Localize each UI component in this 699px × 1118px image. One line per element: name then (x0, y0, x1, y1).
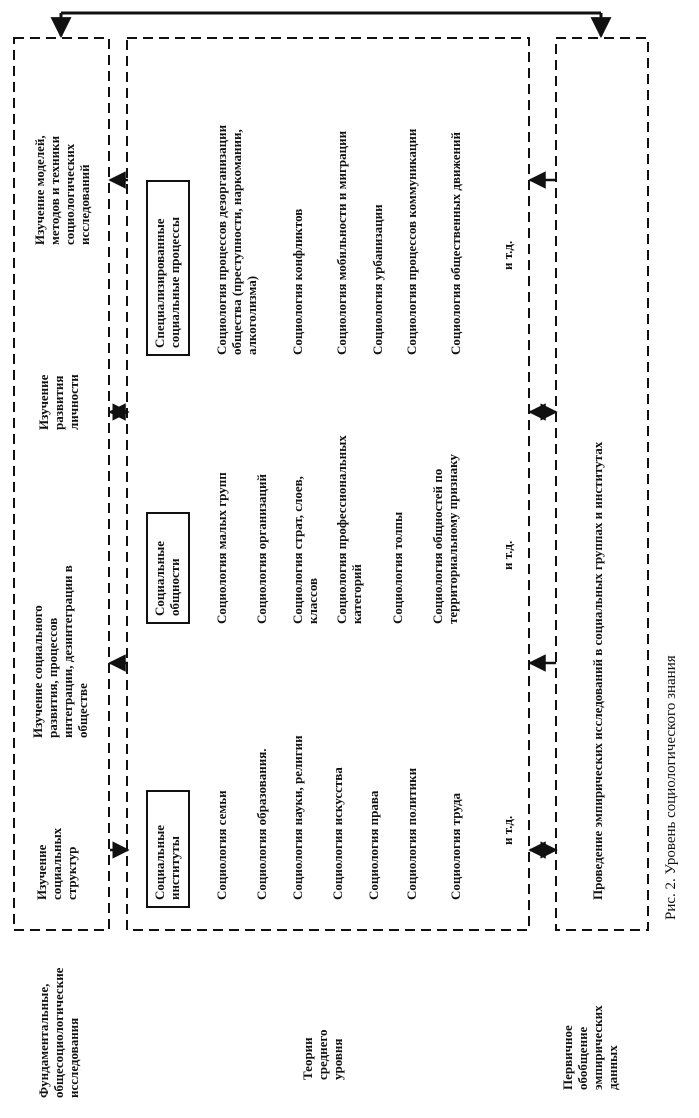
institute-item: Социология искусства (330, 767, 345, 900)
fundamental-item-methods: Изучение моделей, методов и техники социологических исследований (32, 135, 92, 245)
fundamental-item-personality: Изучение развития личности (36, 374, 81, 430)
process-item: Социология общественных движений (448, 132, 463, 355)
process-item: Социология процессов дезорганизации общества (преступности, наркомании, алкоголизма) (214, 124, 259, 355)
community-item: Социология толпы (390, 511, 405, 624)
community-item: Социология страт, слоев, классов (290, 476, 320, 624)
fundamental-item-development: Изучение социального развития, процессов интеграции, дезинтеграции в обществе (30, 565, 90, 738)
process-item: Социология процессов коммуникации (404, 128, 419, 355)
column-header-processes: Специализированные социальные процессы (152, 216, 182, 348)
primary-text: Проведение эмпирических исследований в социальных группах и институтах (590, 441, 605, 900)
figure-title (664, 655, 679, 920)
institute-item: Социология труда (448, 792, 463, 900)
community-item: Социология общностей по территориальному признаку (430, 454, 460, 624)
institute-item: Социология семьи (214, 790, 229, 900)
institute-item: Социология права (366, 790, 381, 900)
column-header-institutes: Социальные институты (152, 824, 182, 900)
row-label-fundamental: Фундаментальные, общесоциологические исследования (36, 967, 81, 1098)
community-item: Социология малых групп (214, 472, 229, 624)
process-item: Социология урбанизации (370, 204, 385, 355)
community-item: Социология организаций (254, 474, 269, 624)
row-label-middle: Теории среднего уровня (300, 1029, 345, 1080)
top-double-arrow (61, 13, 601, 36)
arrows-middle-primary (530, 180, 556, 850)
row-label-primary: Первичное обобщение эмпирических данных (560, 1005, 620, 1090)
process-item: Социология конфликтов (290, 208, 305, 355)
arrows-fundamental-middle (110, 180, 128, 850)
institute-item: Социология науки, религии (290, 735, 305, 900)
institute-item: Социология политики (404, 767, 419, 900)
community-item: Социология профессиональных категорий (334, 435, 364, 624)
column-header-communities: Социальные общности (152, 540, 182, 616)
fundamental-item-structures: Изучение социальных структур (34, 827, 79, 900)
institute-item: Социология образования. (254, 748, 269, 900)
process-etc: и т.д. (500, 240, 515, 270)
institute-etc: и т.д. (500, 815, 515, 845)
process-item: Социология мобильности и миграции (334, 130, 349, 355)
community-etc: и т.д. (500, 540, 515, 570)
figure-title-text: Рис. 2. Уровень социологического знания (663, 655, 679, 920)
